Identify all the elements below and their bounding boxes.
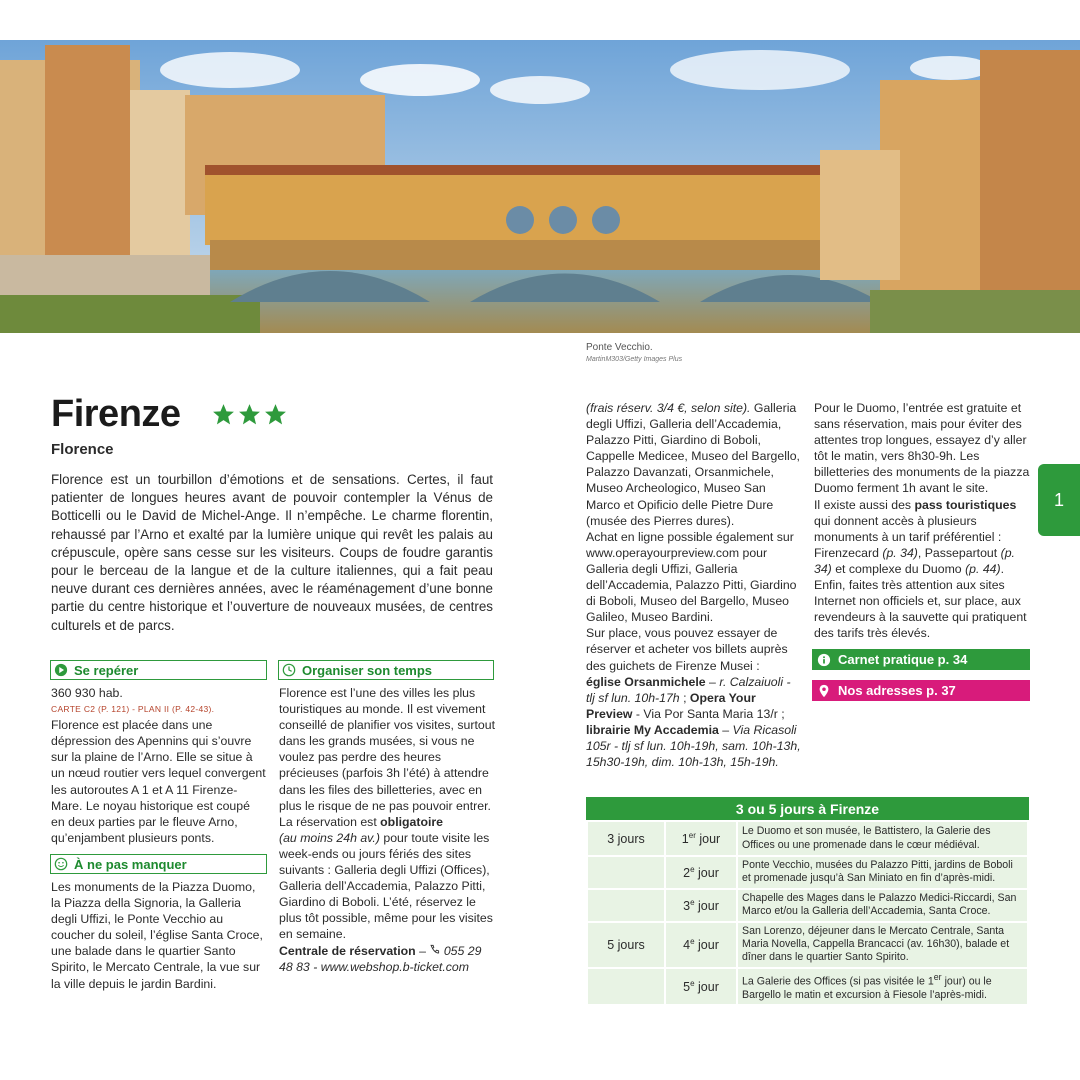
organiser-p3: [279, 943, 495, 975]
day-suffix: e: [690, 864, 695, 874]
group-cell: 5 jours: [587, 922, 665, 968]
photo-caption: [586, 342, 886, 363]
organiser-heading: [278, 660, 494, 680]
day-suffix: er: [688, 830, 696, 840]
col3-p3: Sur place, vous pouvez essayer de réserver et acheter vos billets auprès des guichets de Firenze Musei :: [586, 626, 788, 673]
col3-p2: Achat en ligne possible également sur www.operayourpreview.com pour Galleria degli Uffizi, Galleria dell’Accademia, Palazzo Pitti, Giardino di Boboli, Museo del Bargello, Museo Galileo, Museo Bardini.: [586, 529, 797, 625]
table-row: [587, 821, 1028, 856]
photo-credit: MartinM303/Getty Images Plus: [586, 356, 683, 363]
group-cell: 3 jours: [587, 821, 665, 856]
group-cell: [587, 889, 665, 922]
smiley-icon: [54, 857, 68, 871]
text: et complexe du Duomo: [831, 561, 966, 576]
table-row: [587, 889, 1028, 922]
col3-p4: [586, 674, 802, 771]
star-icon: [211, 402, 236, 427]
itinerary-title: 3 ou 5 jours à Firenze: [586, 797, 1029, 820]
day-word: jour: [699, 832, 721, 847]
phone-website: 055 29 48 83 - www.webshop.b-ticket.com: [279, 943, 482, 974]
strong: Opera Your Preview: [586, 690, 756, 721]
day-suffix: e: [690, 937, 695, 947]
col4-p1: Pour le Duomo, l’entrée est gratuite et sans réservation, mais pour éviter des attentes trop longues, essayez d’y aller tôt le matin, vers 8h30-9h. Les billetteries des monuments de la piazza Duomo ferment 1h avant le site.: [814, 401, 1030, 496]
col4-p2: [814, 497, 1030, 642]
day-suffix: e: [690, 978, 695, 988]
carnet-pratique-label: Carnet pratique p. 34: [838, 652, 968, 667]
text-italic: r. Calzaiuoli - tlj sf lun. 10h-17h: [586, 674, 791, 705]
itinerary-rows: [586, 820, 1029, 1006]
text: ;: [679, 690, 690, 705]
organiser-body: [279, 685, 495, 975]
population: 360 930 hab.: [51, 686, 123, 700]
day-cell: [665, 821, 737, 856]
strong: librairie My Accademia: [586, 722, 719, 737]
ne-pas-manquer-heading: [50, 854, 267, 874]
organiser-p2: [279, 814, 495, 943]
day-cell: [665, 856, 737, 889]
page-title: Firenze: [51, 393, 181, 435]
organiser-p1: Florence est l’une des villes les plus touristiques au monde. Il est vivement conseillé de planifier vos visites, surtout dans les grands musées, si vous ne voulez pas perdre des heures précieuses (parfois 3h l’été) à attendre dans les files des billetteries, avec en plus le risque de ne pas pouvoir entrer.: [279, 686, 495, 813]
day-word: jour: [698, 938, 719, 953]
text: , Passepartout: [917, 545, 1001, 560]
day-number: 2: [683, 865, 691, 880]
intro-paragraph: Florence est un tourbillon d’émotions et de sensations. Certes, il faut patienter de longues heures avant de pouvoir contempler la Vénus de Botticelli ou le David de Michel-Ange. Il n’empêche. Le charme florentin, rehaussé par l’Arno et exalté par la lumière unique qui revêt les palais au crépuscule, opère sans cesse sur les visiteurs. Coups de foudre garantis pour le berceau de la langue et de la culture italiennes, qui a fait peau neuve durant ces dernières années, avec le réaménagement d’une bonne partie du centre historique et l’ouverture de nouveaux musées, de centres culturels et de parcs.: [51, 472, 493, 633]
ne-pas-manquer-text: Les monuments de la Piazza Duomo, la Piazza della Signoria, la Galleria degli Uffizi, le Ponte Vecchio au coucher du soleil, l’église Santa Croce, une balade dans le quartier Santo Spirito, le Mercato Centrale, la vue sur la ville depuis le jardin Bardini.: [51, 880, 263, 991]
text-italic: (frais réserv. 3/4 €, selon site).: [586, 401, 751, 415]
centrale-strong: Centrale de réservation: [279, 943, 416, 958]
col3-p1: [586, 400, 802, 529]
text-italic: (p. 34): [882, 545, 918, 560]
text-italic: Via Ricasoli 105r - tlj sf lun. 10h-19h, sam. 10h-13h, 15h30-19h, dim. 10h-13h, 15h-19h.: [586, 722, 801, 770]
day-number: 5: [683, 980, 691, 995]
text: qui donnent accès à plusieurs monuments à un tarif préférentiel : Firenzecard: [814, 513, 1002, 560]
ponte-vecchio-photo: [0, 40, 1080, 333]
caption-title: Ponte Vecchio.: [586, 342, 653, 353]
strong: pass touristiques: [914, 497, 1017, 512]
clock-icon: [282, 663, 296, 677]
text: –: [415, 943, 430, 958]
organiser-label: Organiser son temps: [302, 662, 433, 678]
text: . Enfin, faites très attention aux sites Internet non officiels et, sur place, aux revendeurs à la sauvette qui pratiquent des tarifs très élevés.: [814, 561, 1027, 641]
se-reperer-text: Florence est placée dans une dépression des Apennins qui s’ouvre sur la plaine de l’Arno. Elle se situe à un nœud routier vers lequel convergent les autoroutes A 1 et A 11 Firenze-Mare. Le noyau historique est coupé en deux parties par le fleuve Arno, qu’enjambent plusieurs ponts.: [51, 718, 266, 845]
day-cell: [665, 968, 737, 1005]
phone-icon: [429, 944, 440, 955]
group-cell: [587, 856, 665, 889]
text: - Via Por Santa Maria 13/r ;: [632, 706, 785, 721]
star-icon: [237, 402, 262, 427]
day-number: 3: [683, 898, 691, 913]
ponte-vecchio-illustration: [0, 40, 1080, 333]
activity-cell: Le Duomo et son musée, le Battistero, la Galerie des Offices ou une promenade dans le cœur médiéval.: [737, 821, 1028, 856]
nos-adresses-label: Nos adresses p. 37: [838, 683, 956, 698]
table-row: [587, 922, 1028, 968]
table-row: [587, 968, 1028, 1005]
day-word: jour: [698, 865, 719, 880]
itinerary-table: [586, 797, 1029, 1006]
text: La Galerie des Offices (si pas visitée le 1: [742, 975, 934, 988]
carnet-pratique-link[interactable]: [812, 649, 1030, 670]
play-circle-icon: [54, 663, 68, 677]
text-italic: (p. 44): [965, 561, 1001, 576]
day-cell: [665, 922, 737, 968]
nos-adresses-link[interactable]: [812, 680, 1030, 701]
activity-cell: Chapelle des Mages dans le Palazzo Medici-Riccardi, San Marco et/ou la Galleria dell’Accademia, Santa Croce.: [737, 889, 1028, 922]
location-pin-icon: [817, 684, 831, 698]
day-number: 4: [683, 938, 691, 953]
day-word: jour: [698, 898, 719, 913]
activity-cell: [737, 968, 1028, 1005]
ne-pas-manquer-body: [51, 879, 266, 992]
text: Galleria degli Uffizi, Galleria dell’Accademia, Palazzo Pitti, Giardino di Boboli, Cappelle Medicee, Museo del Bargello, Palazzo Davanzati, Orsanmichele, Museo Archeologico, Museo San Marco et Opificio delle Pietre Dure (musée des Pierres dures).: [586, 401, 800, 528]
day-number: 1: [681, 832, 689, 847]
duomo-column: [814, 400, 1030, 641]
day-word: jour: [698, 980, 719, 995]
text: –: [718, 722, 733, 737]
chapter-tab[interactable]: 1: [1038, 464, 1080, 536]
obligatoire-strong: obligatoire: [380, 814, 444, 829]
text: La réservation est: [279, 814, 381, 829]
strong: église Orsanmichele: [586, 674, 706, 689]
rating-stars: [211, 402, 288, 427]
text: jour) ou le Bargello le matin et excursion à Fiesole l’après-midi.: [742, 975, 992, 1001]
map-reference: CARTE C2 (P. 121) - PLAN II (P. 42-43).: [51, 704, 215, 715]
se-reperer-label: Se repérer: [74, 662, 139, 678]
text: –: [705, 674, 720, 689]
activity-cell: Ponte Vecchio, musées du Palazzo Pitti, jardins de Boboli et promenade jusqu’à San Miniato en fin d’après-midi.: [737, 856, 1028, 889]
day-cell: [665, 889, 737, 922]
info-icon: [817, 653, 831, 667]
text: Il existe aussi des: [814, 497, 915, 512]
activity-cell: San Lorenzo, déjeuner dans le Mercato Centrale, Santa Maria Novella, Cappella Brancacci (av. 16h30), balade et dîner dans le quartier Santo Spirito.: [737, 922, 1028, 968]
text-italic: (au moins 24h av.): [279, 830, 380, 845]
page-subtitle: Florence: [51, 441, 114, 458]
se-reperer-body: [51, 685, 266, 846]
table-row: [587, 856, 1028, 889]
day-suffix: e: [690, 897, 695, 907]
ne-pas-manquer-label: À ne pas manquer: [74, 856, 187, 872]
text: pour toute visite les week-ends ou jours fériés des sites suivants : Galleria degli Uffizi (Offices), Galleria dell’Accademia, Palazzo Pitti, Giardino di Boboli. L’été, réservez le plus tôt possible, même pour les visites en semaine.: [279, 830, 493, 942]
se-reperer-heading: [50, 660, 267, 680]
reservation-column: [586, 400, 802, 770]
group-cell: [587, 968, 665, 1005]
text-italic: (p. 34): [814, 545, 1015, 576]
text-sup: er: [933, 971, 942, 982]
star-icon: [263, 402, 288, 427]
